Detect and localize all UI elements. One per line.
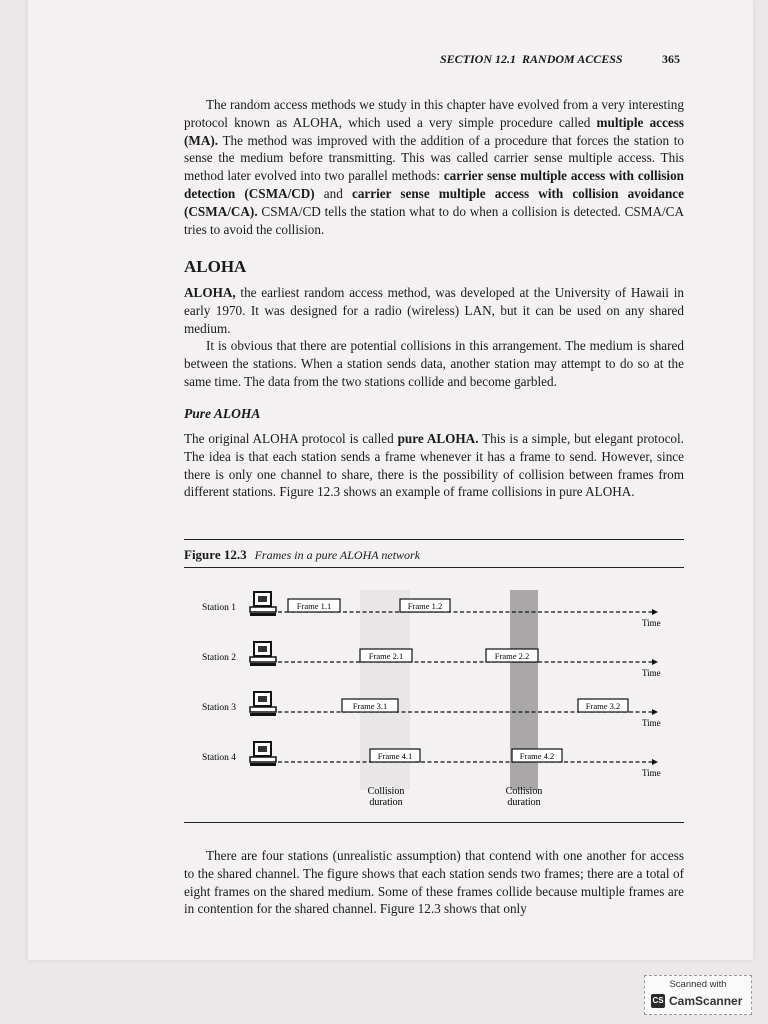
frame-label-3-2: Frame 3.2 <box>585 701 621 711</box>
keyboard-icon-3 <box>250 707 276 712</box>
frame-label-1-2: Frame 1.2 <box>407 601 443 611</box>
figure-top-rule <box>184 539 684 540</box>
aloha-paragraph-2: It is obvious that there are potential collisions in this arrangement. The medium is shared between the stations. When a station sends data, another station may attempt to do so at the same time. The data from the two stations collide and become garbled. <box>184 338 684 389</box>
figure-title: Frames in a pure ALOHA network <box>254 548 421 562</box>
frame-label-4-2: Frame 4.2 <box>519 751 555 761</box>
station-label-3: Station 3 <box>202 703 237 713</box>
collision-label-1b: duration <box>369 797 403 808</box>
keyboard-icon-2 <box>250 657 276 662</box>
aloha-paragraph-1: ALOHA, the earliest random access method, was developed at the University of Hawaii in early 1970. It was designed for a radio (wireless) LAN, but it can be used on any shared medium. <box>184 285 684 336</box>
monitor-screen-icon-4 <box>258 746 267 752</box>
time-label-1: Time <box>642 618 661 628</box>
page-number: 365 <box>662 52 680 66</box>
monitor-screen-icon-2 <box>258 646 267 652</box>
intro-paragraph: The random access methods we study in this chapter have evolved from a very interesting protocol known as ALOHA, which used a very simple procedure called multiple access (MA). The method was improved with the addition of a procedure that forces the station to sense the medium before transmitting. This was called carrier sense multiple access. This method later evolved into two parallel methods: carrier sense multiple access with collision detection (CSMA/CD) and carrier sense multiple access with collision avoidance (CSMA/CA). CSMA/CD tells the station what to do when a collision is detected. CSMA/CA tries to avoid the collision. <box>184 97 685 237</box>
keyboard-icon-1 <box>250 607 276 612</box>
time-arrow-icon-1 <box>652 609 658 615</box>
pure-aloha-heading: Pure ALOHA <box>184 406 261 421</box>
base-icon-2 <box>250 663 276 666</box>
base-icon-4 <box>250 763 276 766</box>
collision-label-2b: duration <box>507 797 541 808</box>
camscanner-watermark <box>644 975 752 1015</box>
station-label-2: Station 2 <box>202 653 237 663</box>
time-label-2: Time <box>642 668 661 678</box>
time-arrow-icon-2 <box>652 659 658 665</box>
watermark-brand: CamScanner <box>669 994 743 1008</box>
station-label-1: Station 1 <box>202 603 237 613</box>
frame-label-3-1: Frame 3.1 <box>352 701 388 711</box>
time-arrow-icon-3 <box>652 709 658 715</box>
figure-caption-rule <box>184 567 684 568</box>
section-title: SECTION 12.1 RANDOM ACCESS <box>440 52 623 66</box>
frame-label-2-2: Frame 2.2 <box>494 651 530 661</box>
collision-label-1a: Collision <box>367 786 405 797</box>
watermark-top-text: Scanned with <box>669 979 727 990</box>
monitor-screen-icon-3 <box>258 696 267 702</box>
frame-label-2-1: Frame 2.1 <box>368 651 404 661</box>
base-icon-1 <box>250 613 276 616</box>
frame-label-1-1: Frame 1.1 <box>296 601 332 611</box>
figure-bottom-rule <box>184 822 684 823</box>
time-label-4: Time <box>642 768 661 778</box>
aloha-heading: ALOHA <box>184 257 247 276</box>
collision-label-2a: Collision <box>505 786 543 797</box>
camscanner-logo-icon: CS <box>651 994 665 1008</box>
time-label-3: Time <box>642 718 661 728</box>
running-head <box>440 52 680 67</box>
keyboard-icon-4 <box>250 757 276 762</box>
base-icon-3 <box>250 713 276 716</box>
time-arrow-icon-4 <box>652 759 658 765</box>
monitor-screen-icon-1 <box>258 596 267 602</box>
figure-label: Figure 12.3 <box>184 547 247 562</box>
frame-label-4-1: Frame 4.1 <box>377 751 413 761</box>
aloha-frames-diagram <box>184 578 684 818</box>
pure-aloha-paragraph: The original ALOHA protocol is called pure ALOHA. This is a simple, but elegant protocol. The idea is that each station sends a frame whenever it has a frame to send. However, since there is only one channel to share, there is the possibility of collision between frames from different stations. Figure 12.3 shows an example of frame collisions in pure ALOHA. <box>184 431 684 500</box>
figure-caption <box>184 547 420 563</box>
closing-paragraph: There are four stations (unrealistic assumption) that contend with one another for access to the shared channel. The figure shows that each station sends two frames; there are a total of eight frames on the shared medium. Some of these frames collide because multiple frames are in contention for the shared channel. Figure 12.3 shows that only <box>184 848 684 917</box>
station-label-4: Station 4 <box>202 753 237 763</box>
